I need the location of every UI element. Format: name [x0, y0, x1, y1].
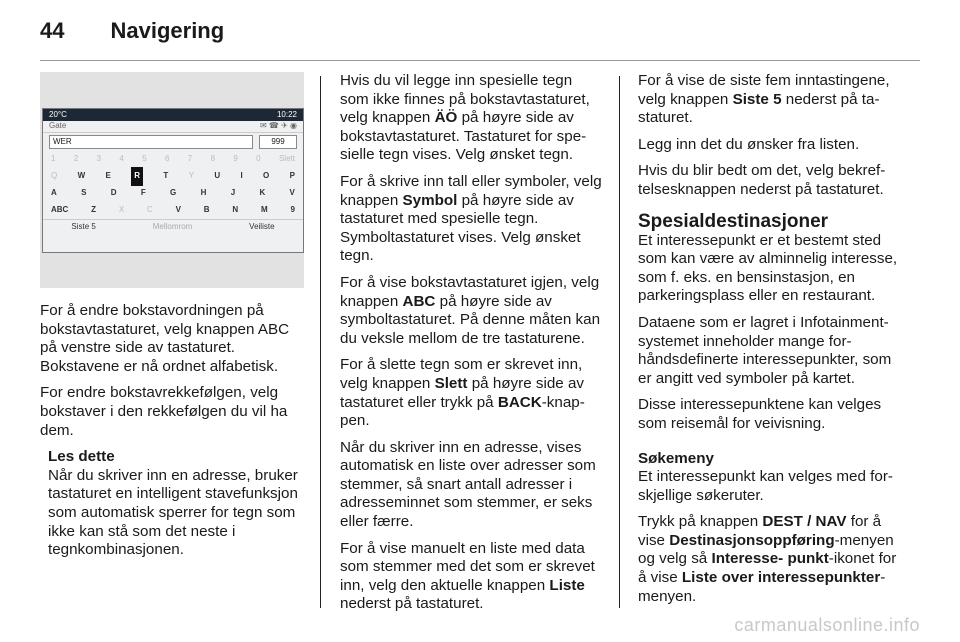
keyboard-key[interactable]: 0 [256, 154, 261, 164]
keyboard-key[interactable]: Z [91, 205, 97, 215]
key-row-2 [43, 185, 303, 202]
keyboard-screenshot [40, 72, 304, 288]
paragraph: For å vise manuelt en liste med data som stemmer med det som er skrevet inn, velg den aktuelle knappen Liste nederst på tastaturet. [340, 539, 595, 613]
keyboard-key[interactable]: 9 [290, 205, 295, 215]
keyboard-key[interactable]: R [131, 167, 143, 186]
infotainment-screen [42, 108, 304, 253]
keyboard-key[interactable]: 6 [164, 154, 170, 164]
paragraph: For å vise bokstavtastaturet igjen, velg knappen ABC på høyre side av symboltastaturet. På denne måten kan du veksle mellom de tre tastaturene. [340, 273, 601, 347]
column-divider [320, 76, 321, 608]
keyboard-key[interactable]: G [170, 188, 177, 198]
keyboard-key[interactable]: I [240, 171, 243, 181]
watermark: carmanualsonline.info [734, 615, 920, 635]
keyboard-key[interactable]: K [259, 188, 266, 198]
column-2 [340, 72, 604, 622]
paragraph: Legg inn det du ønsker fra listen. [638, 135, 860, 153]
paragraph: Hvis du blir bedt om det, velg bekreftelsesknappen nederst på tastaturet. [638, 162, 886, 198]
keyboard-key[interactable]: 3 [96, 154, 102, 164]
keyboard-key[interactable]: V [175, 205, 181, 215]
paragraph: Trykk på knappen DEST / NAV for å vise Destinasjonsoppføring-menyen og velg så Interesse- punkt-ikonet for å vise Liste over interessepunkter-menyen. [638, 513, 897, 605]
keyboard-key[interactable]: D [110, 188, 117, 198]
address-input[interactable]: WER [49, 135, 253, 149]
keyboard-key[interactable]: S [81, 188, 87, 198]
keyboard-key[interactable]: C [147, 205, 153, 215]
keyboard-key[interactable]: E [105, 171, 111, 181]
paragraph: For å slette tegn som er skrevet inn, velg knappen Slett på høyre side av tastaturet eller trykk på BACK-knappen. [340, 356, 585, 430]
page-header [40, 18, 224, 48]
key-row-3 [43, 202, 303, 219]
paragraph: Når du skriver inn en adresse, vises automatisk en liste over adresser som stemmer, så snart antall adresser i adresseminnet som stemmer, er seks eller færre. [340, 438, 596, 531]
keyboard-key[interactable]: M [260, 205, 268, 215]
street-label-row [43, 121, 303, 133]
header-rule [40, 60, 920, 61]
paragraph: For å endre bokstavordningen på bokstavtastaturet, velg knappen ABC på venstre side av tastaturet. Bokstavene er nå ordnet alfabetisk. [40, 302, 290, 375]
key-row-1 [43, 168, 303, 185]
keyboard-key[interactable]: 9 [233, 154, 238, 164]
column-divider [619, 76, 620, 608]
keyboard-key[interactable]: ABC [51, 205, 69, 215]
paragraph: Et interessepunkt er et bestemt sted som kan være av alminnelig interesse, som f. eks. en bensinstasjon, en parkeringsplass eller en restaurant. [638, 231, 898, 305]
clock: 10:22 [276, 109, 297, 119]
keyboard-key[interactable]: X [118, 205, 125, 215]
keyboard-key[interactable]: H [200, 188, 207, 198]
status-icons: ✉ ☎ ✈ ◉ [259, 121, 297, 131]
keyboard-key[interactable]: W [77, 171, 86, 181]
paragraph: Disse interessepunktene kan velges som reisemål for veivisning. [638, 396, 882, 432]
paragraph: Hvis du vil legge inn spesielle tegn som ikke finnes på bokstavtastaturet, velg knappen ÄÖ på høyre side av bokstavtastaturet. Tastaturet for spesielle tegn vises. Velg ønsket tegn. [340, 72, 590, 164]
keyboard-key[interactable]: F [140, 188, 146, 198]
keyboard-footer [43, 219, 303, 234]
paragraph: For endre bokstavrekkefølgen, velg bokstaver i den rekkefølgen du vil ha dem. [40, 384, 288, 439]
paragraph: Et interessepunkt kan velges med forskjellige søkeruter. [638, 468, 893, 504]
keyboard-key[interactable]: 1 [51, 154, 56, 164]
paragraph: Dataene som er lagret i Infotainment-systemet inneholder mange forhåndsdefinerte interessepunkter, som er angitt ved symboler på kartet. [638, 313, 892, 387]
keyboard-key[interactable]: 5 [142, 154, 147, 164]
keyboard-key[interactable]: O [263, 171, 270, 181]
keyboard-key[interactable]: B [203, 205, 210, 215]
keyboard-key[interactable]: V [289, 188, 295, 198]
note-text: Når du skriver inn en adresse, bruker tastaturet en intelligent stavefunksjon som automatisk sperrer for tegn som ikke kan stå som det neste i tegnkombinasjonen. [48, 466, 298, 559]
match-count: 999 [259, 135, 297, 149]
keyboard-key[interactable]: U [214, 171, 221, 181]
input-row [43, 133, 303, 151]
siste5-button[interactable]: Siste 5 [71, 221, 96, 231]
keyboard-key[interactable]: Slett [278, 154, 295, 164]
keyboard-key[interactable]: N [232, 205, 239, 215]
note-box [48, 448, 304, 560]
keyboard-key[interactable]: 2 [73, 154, 79, 164]
keyboard-key[interactable]: Q [51, 171, 58, 181]
paragraph: For å skrive inn tall eller symboler, velg knappen Symbol på høyre side av tastaturet med spesielle tegn. Symboltastaturet vises. Velg ønsket tegn. [340, 172, 602, 265]
space-button[interactable]: Mellomrom [152, 221, 193, 231]
keyboard-key[interactable]: 8 [210, 154, 216, 164]
column-1 [40, 72, 304, 560]
note-title: Les dette [48, 448, 115, 466]
keyboard-key[interactable]: 7 [187, 154, 193, 164]
page-number: 44 [40, 18, 65, 43]
paragraph: For å vise de siste fem inntastingene, velg knappen Siste 5 nederst på tastaturet. [638, 72, 890, 127]
keyboard-key[interactable]: J [230, 188, 236, 198]
digit-row [43, 151, 303, 168]
route-list-button[interactable]: Veiliste [249, 221, 275, 231]
temperature: 20°C [49, 109, 67, 119]
column-3 [638, 72, 902, 614]
keyboard-key[interactable]: A [51, 188, 57, 198]
keyboard-key[interactable]: T [163, 171, 169, 181]
keyboard-key[interactable]: Y [188, 171, 194, 181]
street-label: Gate [49, 121, 67, 131]
keyboard-key[interactable]: P [289, 171, 295, 181]
subsection-heading: Søkemeny [638, 449, 714, 467]
section-heading: Spesialdestinasjoner [638, 210, 829, 232]
section-title: Navigering [110, 18, 225, 43]
keyboard-key[interactable]: 4 [119, 154, 124, 164]
